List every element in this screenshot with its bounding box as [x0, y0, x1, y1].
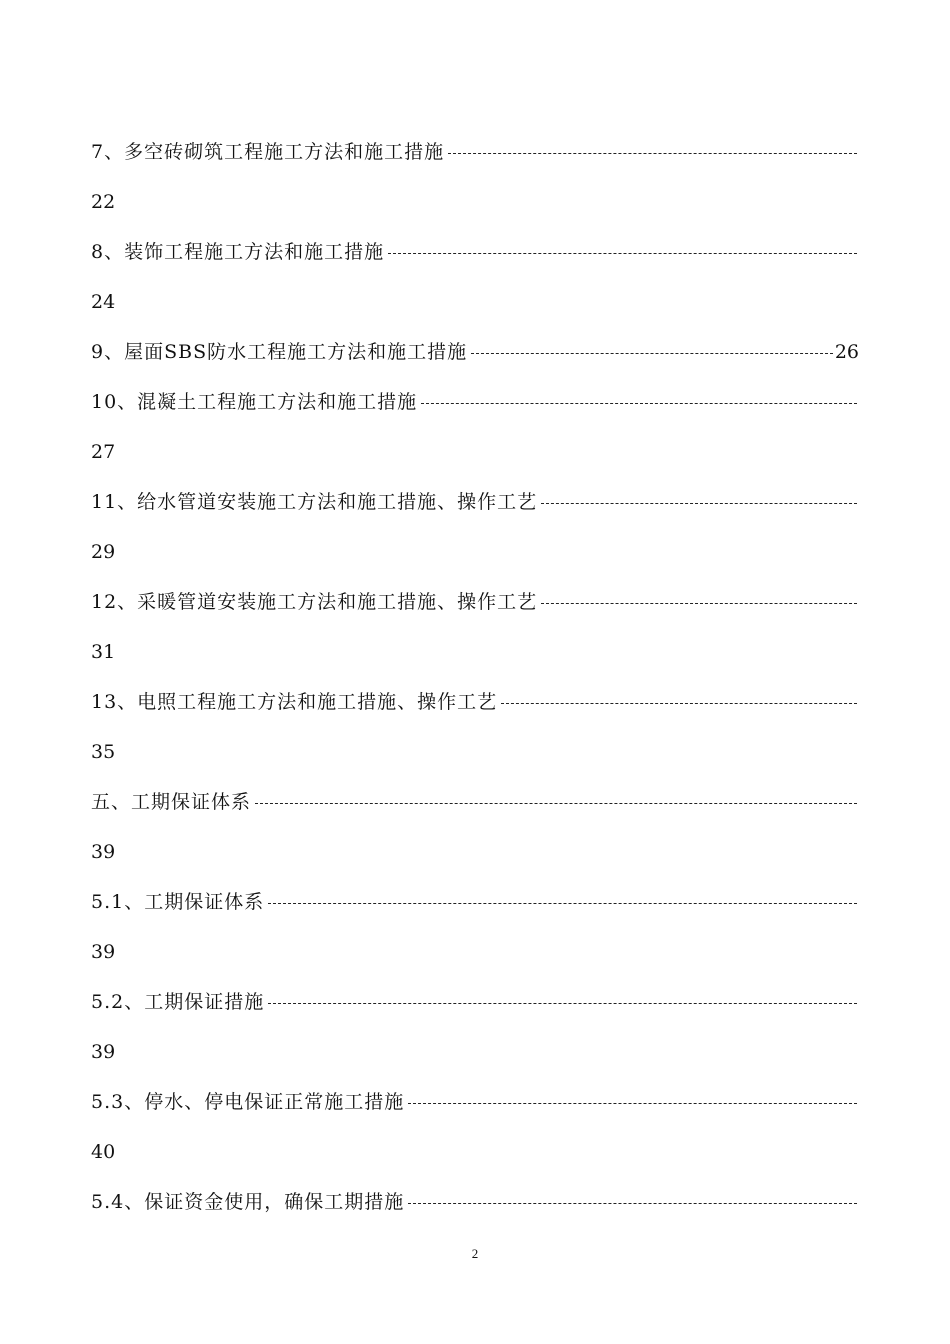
dotted-leader: [268, 903, 857, 904]
dotted-leader: [541, 503, 857, 504]
toc-entry: [91, 477, 859, 527]
toc-entry-title: 5.4、保证资金使用，确保工期措施: [91, 1191, 405, 1213]
page-number: 2: [471, 1246, 479, 1261]
toc-entry: [91, 1177, 859, 1227]
toc-entry-page: 31: [91, 641, 116, 663]
toc-entry-page: 26: [834, 341, 859, 363]
toc-entry-page: 39: [91, 841, 116, 863]
dotted-leader: [541, 603, 857, 604]
toc-entry-title: 5.1、工期保证体系: [91, 891, 265, 913]
toc-entry: [91, 1077, 859, 1127]
toc-entry-page: 29: [91, 541, 116, 563]
toc-entry-title: 12、采暖管道安装施工方法和施工措施、操作工艺: [91, 591, 538, 613]
dotted-leader: [408, 1103, 857, 1104]
toc-entry: [91, 977, 859, 1027]
dotted-leader: [421, 403, 857, 404]
toc-entry-page: 39: [91, 941, 116, 963]
toc-entry: [91, 677, 859, 727]
toc-entry-page: 24: [91, 291, 116, 313]
dotted-leader: [471, 353, 833, 354]
toc-entry-title: 5.3、停水、停电保证正常施工措施: [91, 1091, 405, 1113]
toc-entry: [91, 227, 859, 277]
toc-entry-title: 五、工期保证体系: [91, 791, 252, 813]
toc-entry: [91, 127, 859, 177]
toc-entry-title: 11、给水管道安装施工方法和施工措施、操作工艺: [91, 491, 538, 513]
dotted-leader: [388, 253, 857, 254]
dotted-leader: [448, 153, 857, 154]
dotted-leader: [408, 1203, 857, 1204]
toc-entry-page: 40: [91, 1141, 116, 1163]
toc-entry-page: 22: [91, 191, 116, 213]
toc-entry-title: 8、装饰工程施工方法和施工措施: [91, 241, 385, 263]
toc-entry: [91, 327, 859, 377]
toc-entry-title: 5.2、工期保证措施: [91, 991, 265, 1013]
toc-entry: [91, 377, 859, 427]
dotted-leader: [501, 703, 857, 704]
dotted-leader: [255, 803, 857, 804]
toc-entry-title: 7、多空砖砌筑工程施工方法和施工措施: [91, 141, 445, 163]
toc-entry-page: 27: [91, 441, 116, 463]
toc-entry-title: 9、屋面SBS防水工程施工方法和施工措施: [91, 341, 468, 363]
dotted-leader: [268, 1003, 857, 1004]
toc-entry-page: 35: [91, 741, 116, 763]
toc-entry: [91, 577, 859, 627]
toc-entry: [91, 877, 859, 927]
toc-entry: [91, 777, 859, 827]
table-of-contents: [91, 127, 859, 1227]
toc-entry-title: 13、电照工程施工方法和施工措施、操作工艺: [91, 691, 498, 713]
toc-entry-page: 39: [91, 1041, 116, 1063]
toc-entry-title: 10、混凝土工程施工方法和施工措施: [91, 391, 418, 413]
